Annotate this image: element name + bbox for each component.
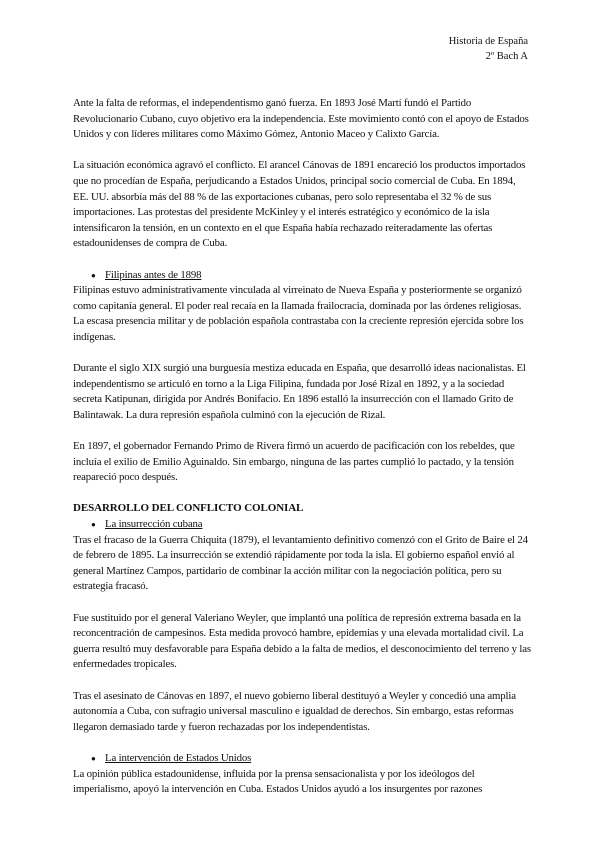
bullet-insurreccion — [91, 517, 533, 533]
paragraph-economia: La situación económica agravó el conflicto. El arancel Cánovas de 1891 encareció los productos importados que no procedían de España, perjudicando a Estados Unidos, principal socio comercial de Cuba. En 1894, EE. UU. absorbía más del 88 % de las exportaciones cubanas, pero solo representaba el 32 % de sus importaciones. Las protestas del presidente McKinley y el interés estratégico y económico de la isla intensificaron la tensión, en un contexto en el que España había rechazado reiteradamente las ofertas estadounidenses de compra de Cuba. — [73, 159, 526, 250]
page-header — [449, 34, 528, 64]
bullet-filipinas — [91, 268, 533, 284]
section-heading: DESARROLLO DEL CONFLICTO COLONIAL — [73, 502, 304, 515]
header-course: 2º Bach A — [485, 51, 528, 62]
paragraph-filipinas-admin: Filipinas estuvo administrativamente vinculada al virreinato de Nueva España y posteriormente se organizó como capitanía general. El poder real recaía en la llamada frailocracia, dominada por las órdenes religiosas. La escasa presencia militar y de población española contrastaba con la creciente represión ejercida sobre los indígenas. — [73, 284, 524, 343]
paragraph-burguesia: Durante el siglo XIX surgió una burguesía mestiza educada en España, que desarrolló ideas nacionalistas. El independentismo se articuló en torno a la Liga Filipina, fundada por José Rizal en 1892, y a la sociedad secreta Katipunan, dirigida por Andrés Bonifacio. En 1896 estalló la insurrección con el llamado Grito de Balintawak. La dura represión española culminó con la ejecución de Rizal. — [73, 362, 526, 421]
bullet-icon: ● — [91, 520, 96, 530]
bullet-icon: ● — [91, 270, 96, 280]
document-body — [73, 96, 533, 798]
paragraph-pacificacion: En 1897, el gobernador Fernando Primo de Rivera firmó un acuerdo de pacificación con los rebeldes, que incluía el exilio de Emilio Aguinaldo. Sin embargo, ninguna de las partes cumplió lo pactado, y la tensión reapareció poco después. — [73, 440, 515, 484]
bullet-label: La intervención de Estados Unidos — [105, 751, 252, 764]
paragraph-weyler: Fue sustituido por el general Valeriano Weyler, que implantó una política de represión extrema basada en la reconcentración de campesinos. Esta medida provocó hambre, epidemias y una elevada mortalidad civil. La guerra resultó muy desfavorable para España debido a la falta de medios, el desconocimiento del terreno y las enfermedades tropicales. — [73, 611, 531, 671]
header-subject: Historia de España — [448, 36, 528, 47]
bullet-label: La insurrección cubana — [105, 518, 203, 531]
paragraph-baire: Tras el fracaso de la Guerra Chiquita (1879), el levantamiento definitivo comenzó con el Grito de Baire el 24 de febrero de 1895. La insurrección se extendió rápidamente por toda la isla. El gobierno español envió al general Martínez Campos, partidario de combinar la acción militar con la negociación política, pero su estrategia fracasó. — [73, 533, 528, 593]
bullet-icon: ● — [91, 753, 96, 763]
paragraph-autonomia: Tras el asesinato de Cánovas en 1897, el nuevo gobierno liberal destituyó a Weyler y concedió una amplia autonomía a Cuba, con sufragio universal masculino e igualdad de derechos. Sin embargo, estas reformas llegaron demasiado tarde y fueron rechazadas por los independentistas. — [73, 689, 516, 733]
paragraph-opinion: La opinión pública estadounidense, influida por la prensa sensacionalista y por los ideólogos del imperialismo, apoyó la intervención en Cuba. Estados Unidos ayudó a los insurgentes por razones — [73, 767, 483, 796]
paragraph-marti: Ante la falta de reformas, el independentismo ganó fuerza. En 1893 José Martí fundó el Partido Revolucionario Cubano, cuyo objetivo era la independencia. Este movimiento contó con el apoyo de Estados Unidos y con líderes militares como Máximo Gómez, Antonio Maceo y Calixto García. — [73, 97, 529, 141]
bullet-intervencion — [91, 751, 533, 767]
bullet-label: Filipinas antes de 1898 — [105, 268, 202, 281]
